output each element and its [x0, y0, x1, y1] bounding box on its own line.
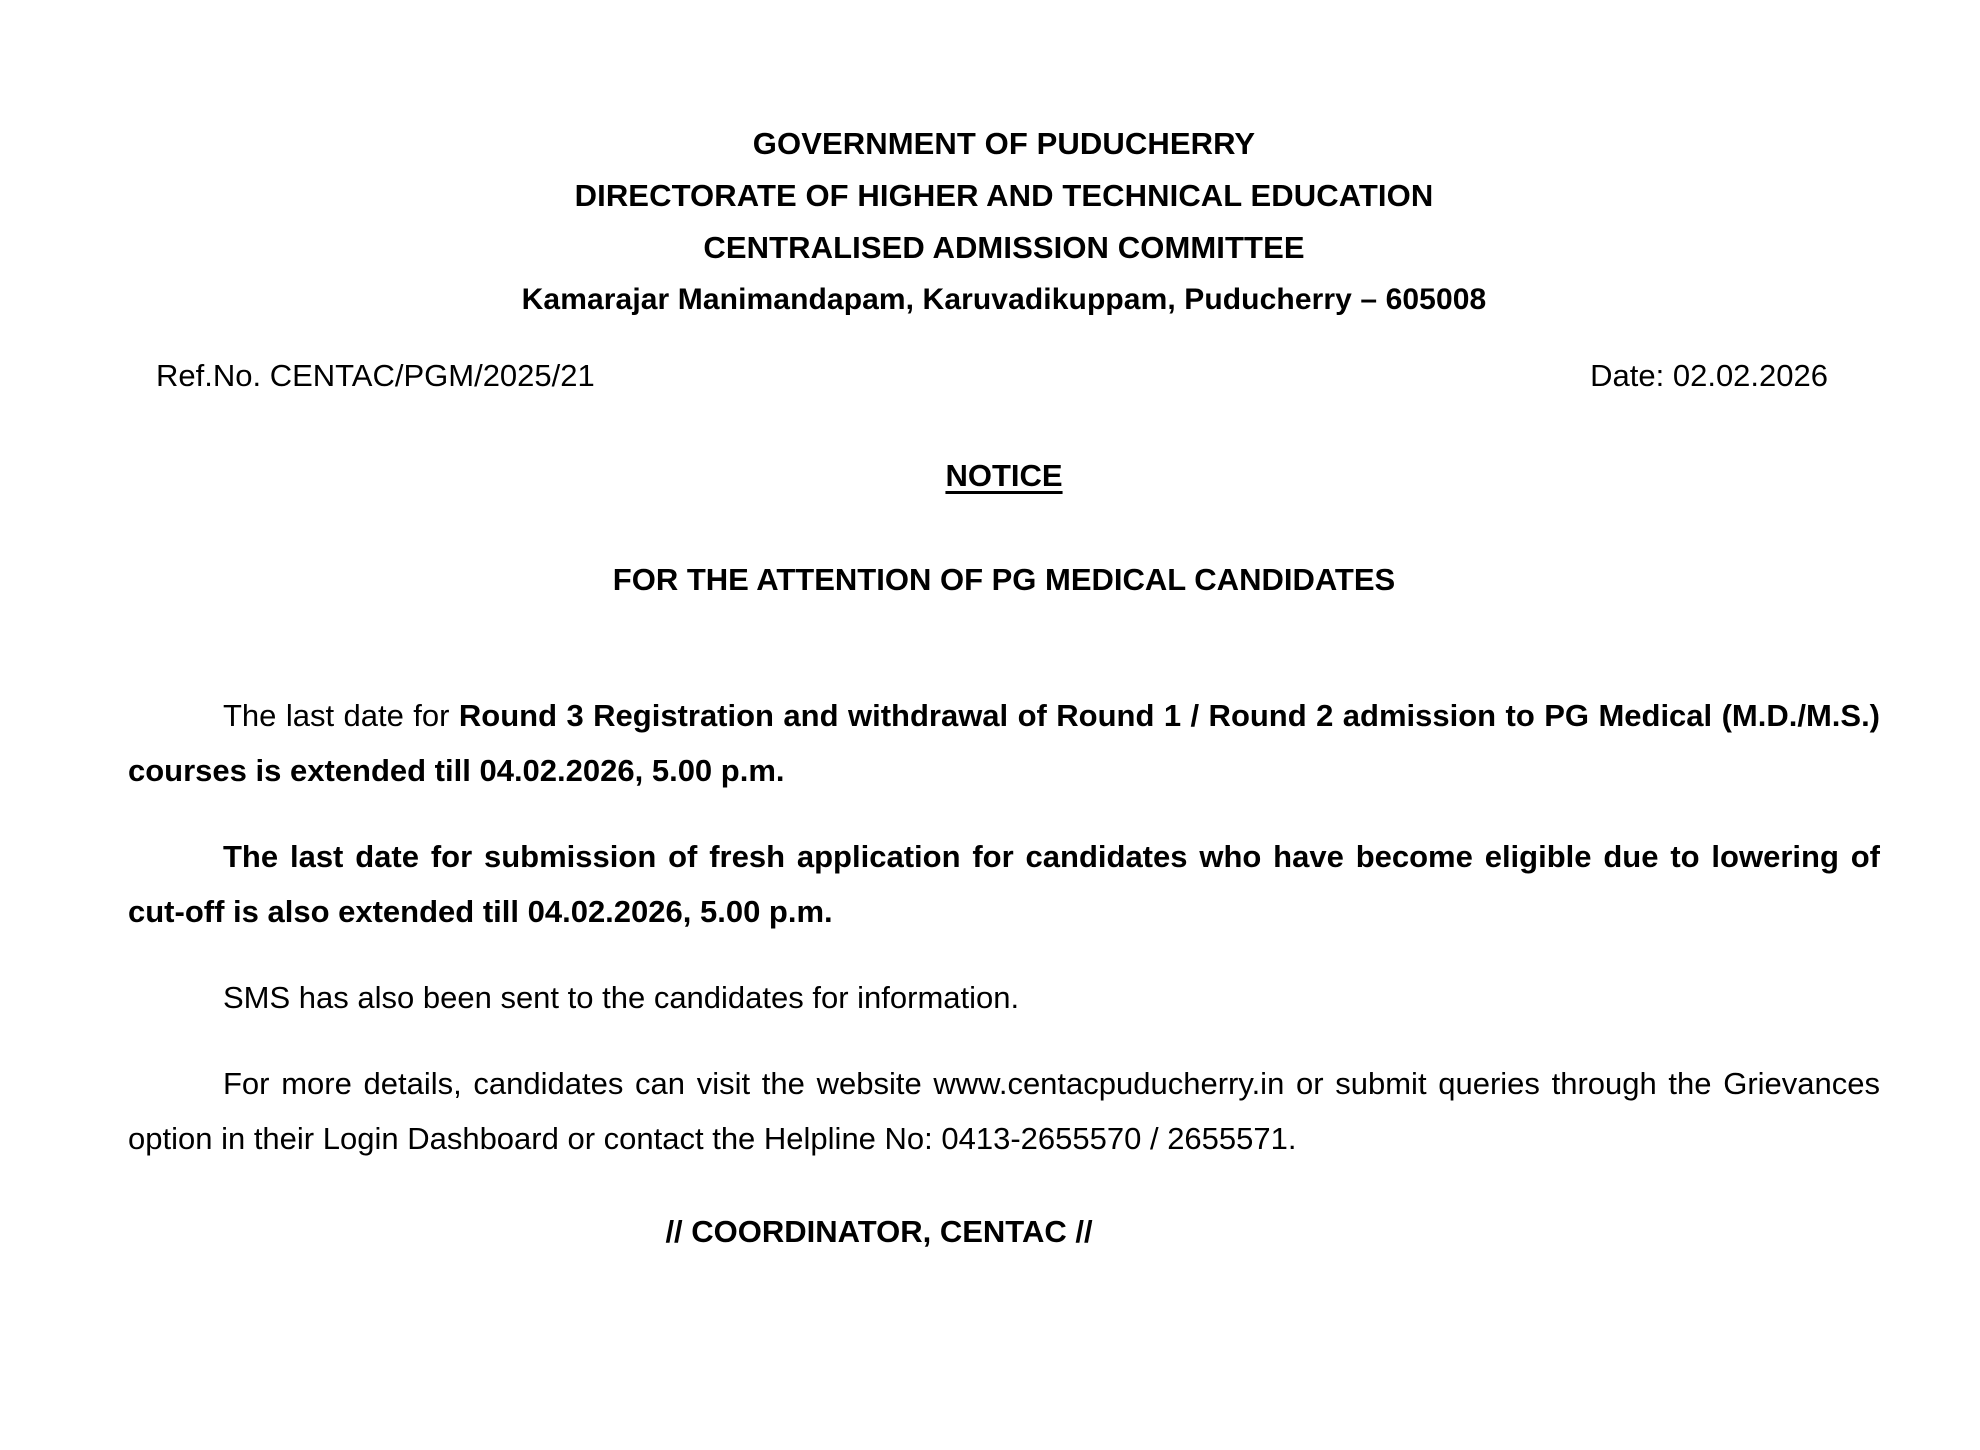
paragraph-fresh-application-deadline: The last date for submission of fresh application for candidates who have become eligible due to lowering of cut-off is also extended till 04.02.2026, 5.00 p.m. — [128, 839, 1880, 929]
document-content — [128, 118, 1880, 1250]
letterhead — [128, 118, 1880, 326]
notice-heading: NOTICE — [945, 458, 1063, 493]
paragraph-round3-regular-text: The last date for — [223, 698, 459, 733]
paragraph-more-details: For more details, candidates can visit the website www.centacpuducherry.in or submit queries through the Grievances option in their Login Dashboard or contact the Helpline No: 0413-2655570 / 2655571. — [128, 1066, 1880, 1156]
reference-date-row — [128, 356, 1880, 396]
attention-subject-heading: FOR THE ATTENTION OF PG MEDICAL CANDIDATES — [612, 562, 1396, 597]
paragraph-sms-notice: SMS has also been sent to the candidates for information. — [223, 980, 1020, 1015]
letterhead-directorate-line: DIRECTORATE OF HIGHER AND TECHNICAL EDUCATION — [574, 178, 1434, 213]
document-date: Date: 02.02.2026 — [1590, 358, 1828, 393]
notice-body — [128, 688, 1880, 1166]
letterhead-government-line: GOVERNMENT OF PUDUCHERRY — [752, 126, 1256, 161]
paragraph-round3-bold-text: Round 3 Registration and withdrawal of Round 1 / Round 2 admission to PG Medical (M.D./M.S.) courses is extended till 04.02.2026, 5.00 p.m. — [128, 698, 1881, 788]
reference-number: Ref.No. CENTAC/PGM/2025/21 — [156, 358, 595, 393]
paragraph-round3-deadline — [128, 688, 1880, 798]
signature-coordinator: // COORDINATOR, CENTAC // — [665, 1214, 1093, 1249]
letterhead-committee-line: CENTRALISED ADMISSION COMMITTEE — [703, 230, 1305, 265]
letterhead-address-line: Kamarajar Manimandapam, Karuvadikuppam, Puducherry – 605008 — [521, 283, 1487, 316]
